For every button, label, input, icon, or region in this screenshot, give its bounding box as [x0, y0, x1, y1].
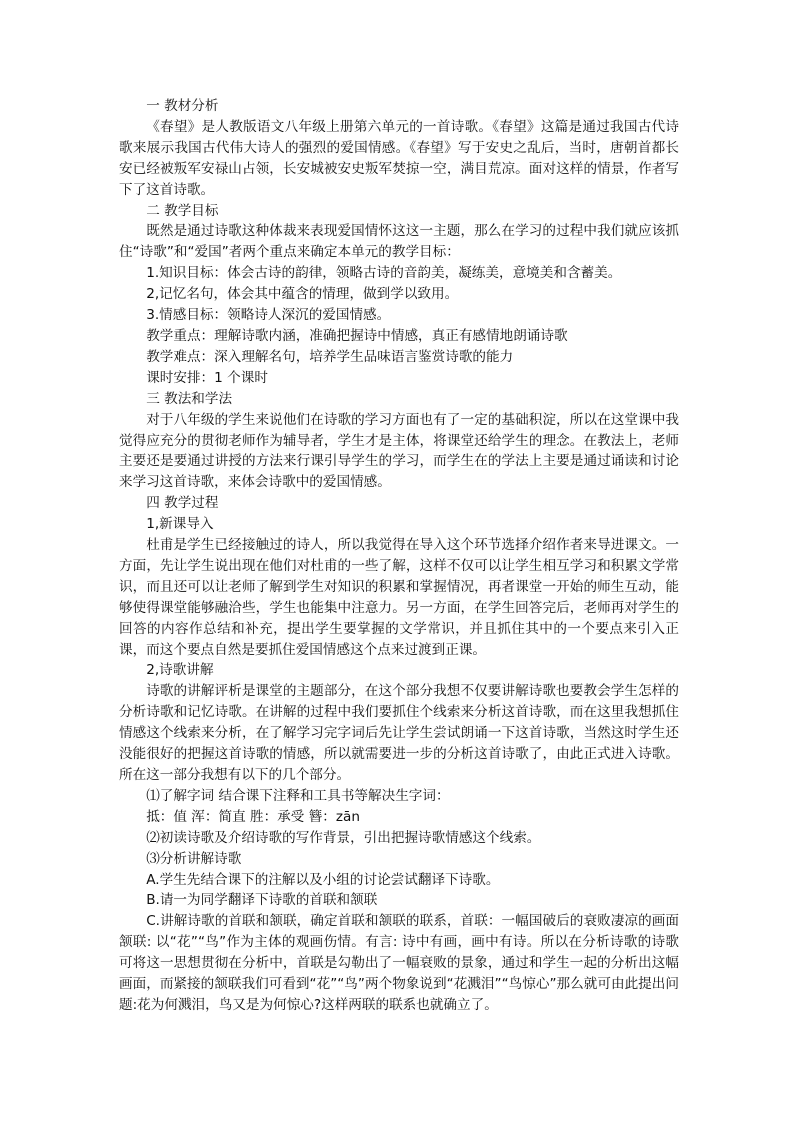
paragraph-vocabulary-glosses: 抵：值 浑：简直 胜：承受 簪：zān	[146, 808, 360, 825]
section-heading-teaching-goals: 二 教学目标	[146, 202, 219, 219]
paragraph-difficult-points: 教学难点：深入理解名句，培养学生品味语言鉴赏诗歌的能力	[146, 348, 514, 365]
paragraph-material-analysis: 《春望》是人教版语文八年级上册第六单元的一首诗歌。《春望》这篇是通过我国古代诗歌来展示我国古代伟大诗人的强烈的爱国情感。《春望》写于安史之乱后，当时，唐朝首都长安已经被叛军安禄山占领，长安城被安史叛军焚掠一空，满目荒凉。面对这样的情景，作者写下了这首诗歌。	[119, 118, 679, 198]
list-item-vocabulary: ⑴了解字词 结合课下注释和工具书等解决生字词：	[146, 787, 450, 804]
paragraph-class-hours: 课时安排：1 个课时	[146, 369, 268, 386]
section-heading-process: 四 教学过程	[146, 495, 219, 512]
paragraph-goals-intro: 既然是通过诗歌这种体裁来表现爱国情怀这这一主题，那么在学习的过程中我们就应该抓住“诗歌”和“爱国”者两个重点来确定本单元的教学目标：	[119, 223, 679, 261]
paragraph-methods: 对于八年级的学生来说他们在诗歌的学习方面也有了一定的基础积淀，所以在这堂课中我觉得应充分的贯彻老师作为辅导者，学生才是主体，将课堂还给学生的理念。在教法上，老师主要还是要通过讲授的方法来行课引导学生的学习，而学生在的学法上主要是通过诵读和讨论来学习这首诗歌，来体会诗歌中的爱国情感。	[119, 411, 679, 491]
list-item-knowledge-goal: 1.知识目标：体会古诗的韵律，领略古诗的音韵美，凝练美，意境美和含蓄美。	[146, 265, 622, 282]
document-page	[119, 96, 679, 1016]
list-item-emotion-goal: 3.情感目标：领略诗人深沉的爱国情感。	[146, 307, 391, 324]
subheading-poem-explanation: 2,诗歌讲解	[146, 662, 214, 679]
list-item-analysis: ⑶分析讲解诗歌	[146, 850, 242, 867]
list-item-first-reading: ⑵初读诗歌及介绍诗歌的写作背景，引出把握诗歌情感这个线索。	[146, 829, 541, 846]
section-heading-teaching-material: 一 教材分析	[146, 98, 219, 114]
subheading-lesson-intro: 1,新课导入	[146, 516, 214, 533]
paragraph-key-points: 教学重点：理解诗歌内涵，准确把握诗中情感，真正有感情地朗诵诗歌	[146, 327, 568, 344]
paragraph-poem-explanation: 诗歌的讲解评析是课堂的主题部分，在这个部分我想不仅要讲解诗歌也要教会学生怎样的分析诗歌和记忆诗歌。在讲解的过程中我们要抓住个线索来分析这首诗歌，而在这里我想抓住情感这个线索来分析，在了解学习完字词后先让学生尝试朗诵一下这首诗歌，当然这时学生还没能很好的把握这首诗歌的情感，所以就需要进一步的分析这首诗歌了，由此正式进入诗歌。所在这一部分我想有以下的几个部分。	[119, 683, 679, 783]
list-item-step-c: C.讲解诗歌的首联和颔联，确定首联和颔联的联系，首联：一幅国破后的衰败凄凉的画面 颔联: 以“花”“鸟”作为主体的观画伤情。有言: 诗中有画，画中有诗。所以在分析诗歌的诗歌可将这一思想贯彻在分析中，首联是勾勒出了一幅衰败的景象，通过和学生一起的分析出这幅画面，而紧接的颔联我们可看到“花”“鸟”两个物象说到“花溅泪”“鸟惊心”那么就可由此提出问题:花为何溅泪，鸟又是为何惊心?这样两联的联系也就确立了。	[119, 913, 679, 1013]
section-heading-methods: 三 教法和学法	[146, 390, 233, 407]
list-item-step-a: A.学生先结合课下的注解以及小组的讨论尝试翻译下诗歌。	[146, 871, 500, 888]
list-item-memory-goal: 2,记忆名句，体会其中蕴含的情理，做到学以致用。	[146, 286, 459, 303]
paragraph-lesson-intro: 杜甫是学生已经接触过的诗人，所以我觉得在导入这个环节选择介绍作者来导进课文。一方面，先让学生说出现在他们对杜甫的一些了解，这样不仅可以让学生相互学习和积累文学常识，而且还可以让老师了解到学生对知识的积累和掌握情况，再者课堂一开始的师生互动，能够使得课堂能够融洽些，学生也能集中注意力。另一方面，在学生回答完后，老师再对学生的回答的内容作总结和补充，提出学生要掌握的文学常识，并且抓住其中的一个要点来引入正课，而这个要点自然是要抓住爱国情感这个点来过渡到正课。	[119, 537, 679, 658]
list-item-step-b: B.请一为同学翻译下诗歌的首联和颔联	[146, 892, 378, 909]
